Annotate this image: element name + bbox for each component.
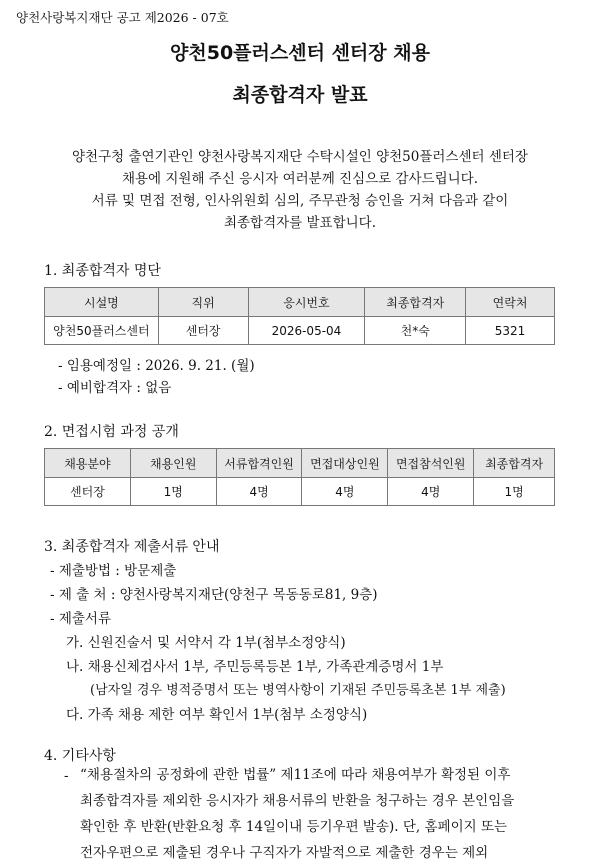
table-row — [45, 478, 555, 506]
table-cell: 1명 — [474, 478, 555, 506]
table-header-row — [45, 449, 555, 478]
table-cell: 센터장 — [158, 317, 248, 345]
table-header-row — [45, 288, 555, 317]
table-header-cell: 연락처 — [466, 288, 555, 317]
submission-documents-label: - 제출서류 — [50, 611, 112, 627]
final-passer-table — [44, 287, 555, 345]
table-cell: 천*숙 — [365, 317, 466, 345]
interview-process-table — [44, 448, 555, 506]
table-cell: 4명 — [216, 478, 302, 506]
paragraph-line: 전자우편으로 제출된 경우나 구직자가 자발적으로 제출한 경우는 제외 — [80, 845, 489, 861]
table-header-cell: 서류합격인원 — [216, 449, 302, 478]
table-header-cell: 면접대상인원 — [302, 449, 388, 478]
paragraph-line: 확인한 후 반환(반환요청 후 14일이내 등기우편 발송). 단, 홈페이지 또는 — [80, 819, 508, 835]
page-subtitle: 최종합격자 발표 — [232, 84, 368, 106]
intro-line: 서류 및 면접 전형, 인사위원회 심의, 주무관청 승인을 거쳐 다음과 같이 — [91, 193, 509, 209]
section3-heading: 3. 최종합격자 제출서류 안내 — [44, 539, 220, 555]
table-cell: 4명 — [302, 478, 388, 506]
section4-heading: 4. 기타사항 — [44, 748, 116, 764]
appointment-date: - 임용예정일 : 2026. 9. 21. (월) — [58, 358, 255, 374]
intro-line: 양천구청 출연기관인 양천사랑복지재단 수탁시설인 양천50플러스센터 센터장 — [72, 149, 528, 165]
section2-heading: 2. 면접시험 과정 공개 — [44, 424, 179, 440]
notice-number: 양천사랑복지재단 공고 제2026 - 07호 — [16, 10, 229, 25]
reserve-passer: - 예비합격자 : 없음 — [58, 380, 172, 396]
paragraph-line: 최종합격자를 제외한 응시자가 채용서류의 반환을 청구하는 경우 본인임을 — [80, 793, 515, 809]
table-header-cell: 최종합격자 — [365, 288, 466, 317]
document-item: 가. 신원진술서 및 서약서 각 1부(첨부소정양식) — [66, 635, 346, 651]
paragraph-line: “채용절차의 공정화에 관한 법률” 제11조에 따라 채용여부가 확정된 이후 — [80, 767, 511, 783]
submission-place: - 제 출 처 : 양천사랑복지재단(양천구 목동동로81, 9층) — [50, 587, 378, 603]
table-header-cell: 시설명 — [45, 288, 159, 317]
table-header-cell: 채용분야 — [45, 449, 131, 478]
document-item: 나. 채용신체검사서 1부, 주민등록등본 1부, 가족관계증명서 1부 — [66, 659, 444, 675]
table-header-cell: 직위 — [158, 288, 248, 317]
table-cell: 2026-05-04 — [248, 317, 365, 345]
table-cell: 양천50플러스센터 — [45, 317, 159, 345]
table-header-cell: 응시번호 — [248, 288, 365, 317]
document-item-note: (남자일 경우 병적증명서 또는 병역사항이 기재된 주민등록초본 1부 제출) — [90, 683, 506, 698]
table-cell: 1명 — [130, 478, 216, 506]
intro-paragraph — [0, 146, 600, 234]
document-item: 다. 가족 채용 제한 여부 확인서 1부(첨부 소정양식) — [66, 707, 368, 723]
table-cell: 4명 — [388, 478, 474, 506]
table-cell: 5321 — [466, 317, 555, 345]
section1-heading: 1. 최종합격자 명단 — [44, 263, 161, 279]
page-title: 양천50플러스센터 센터장 채용 — [170, 42, 430, 64]
table-header-cell: 최종합격자 — [474, 449, 555, 478]
other-notes-paragraph — [80, 762, 560, 866]
table-cell: 센터장 — [45, 478, 131, 506]
intro-line: 채용에 지원해 주신 응시자 여러분께 진심으로 감사드립니다. — [121, 171, 479, 187]
table-header-cell: 채용인원 — [130, 449, 216, 478]
table-header-cell: 면접참석인원 — [388, 449, 474, 478]
table-row — [45, 317, 555, 345]
intro-line: 최종합격자를 발표합니다. — [223, 215, 377, 231]
bullet-dash: - — [64, 768, 69, 784]
submission-method: - 제출방법 : 방문제출 — [50, 563, 177, 579]
